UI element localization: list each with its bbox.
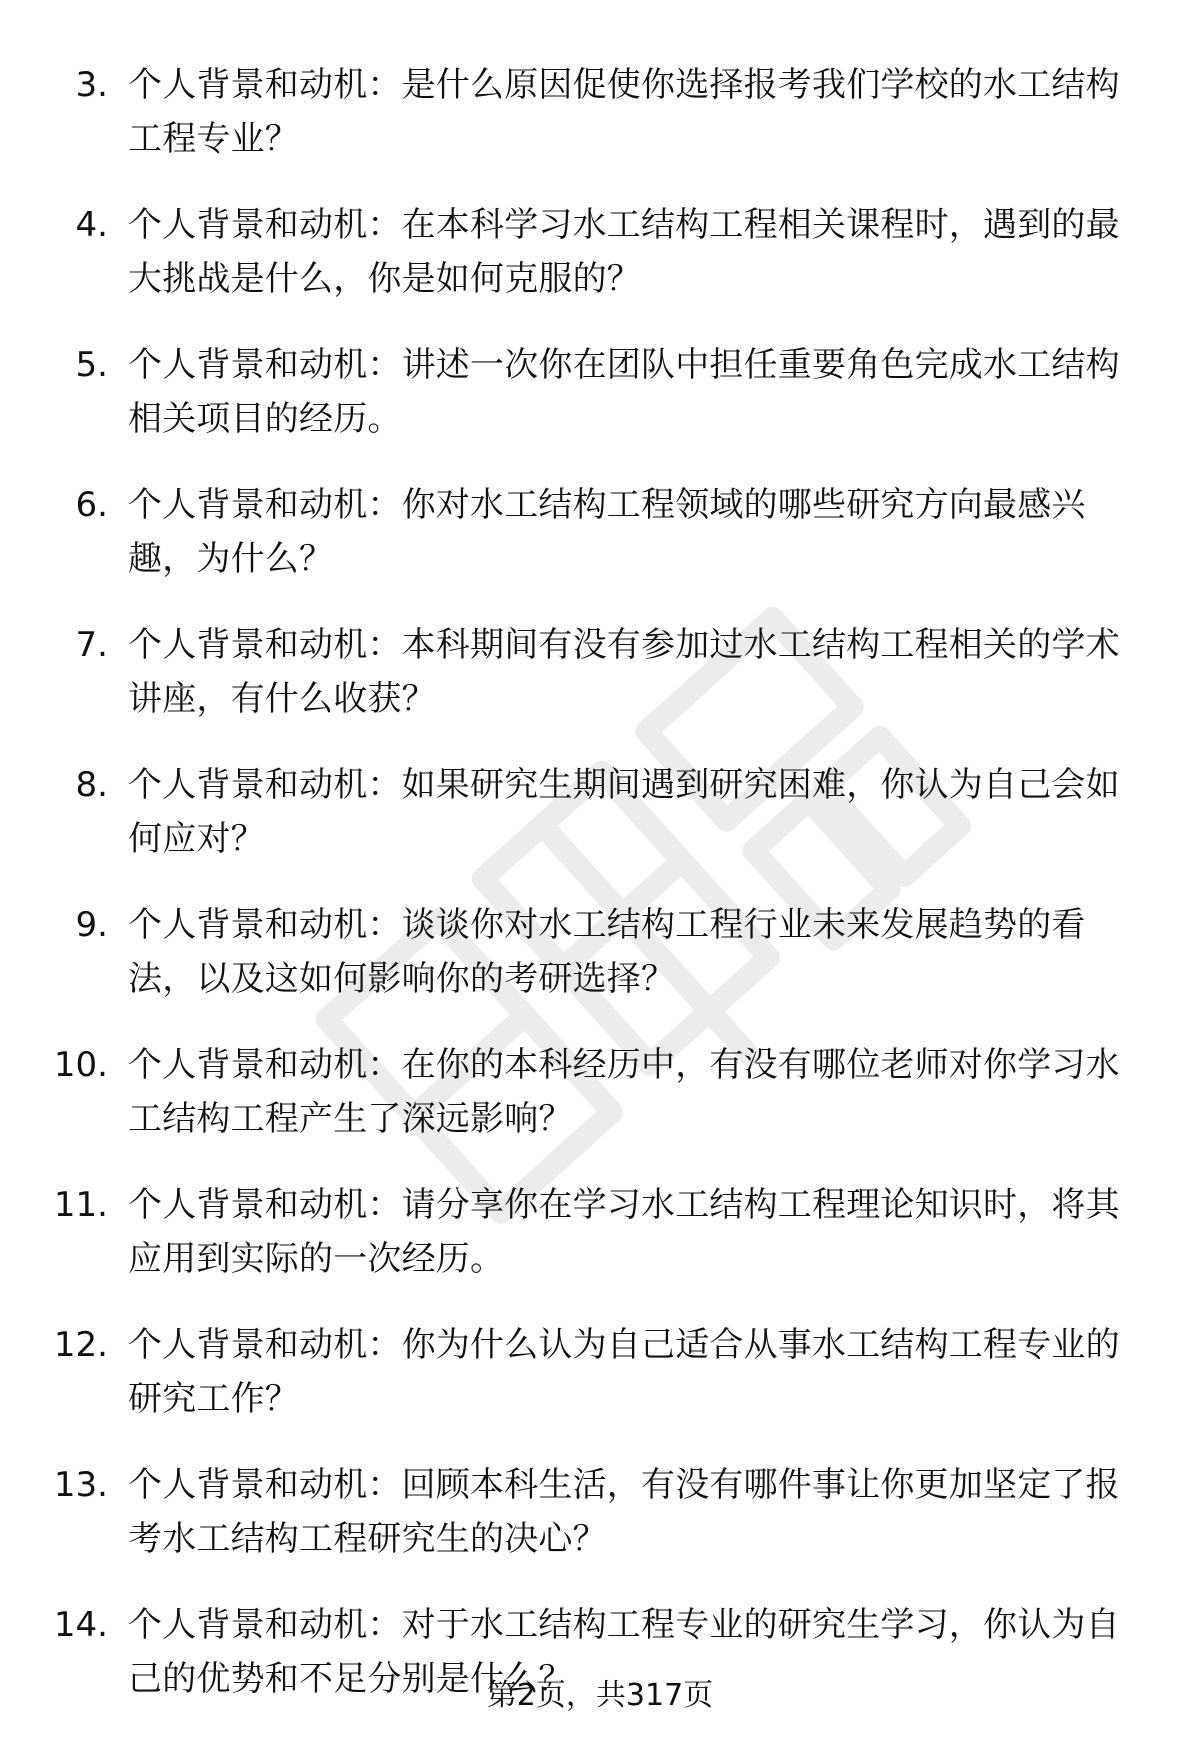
page-number-footer: 第2页，共317页 (486, 1678, 714, 1713)
question-item-10 (0, 1038, 1200, 1178)
question-text: 个人背景和动机：本科期间有没有参加过水工结构工程相关的学术讲座，有什么收获？ (128, 625, 1120, 719)
question-text: 个人背景和动机：请分享你在学习水工结构工程理论知识时，将其应用到实际的一次经历。 (128, 1185, 1120, 1279)
question-number: 9. (75, 905, 108, 945)
question-item-13 (0, 1458, 1200, 1598)
question-number: 11. (53, 1185, 108, 1225)
question-list (0, 58, 1200, 1738)
question-text: 个人背景和动机：对于水工结构工程专业的研究生学习，你认为自己的优势和不足分别是什么？ (128, 1605, 1120, 1699)
question-text: 个人背景和动机：在本科学习水工结构工程相关课程时，遇到的最大挑战是什么，你是如何克服的？ (128, 205, 1120, 299)
question-text: 个人背景和动机：谈谈你对水工结构工程行业未来发展趋势的看法，以及这如何影响你的考研选择？ (128, 905, 1086, 999)
question-number: 6. (75, 485, 108, 525)
question-item-9 (0, 898, 1200, 1038)
question-number: 7. (75, 625, 108, 665)
question-item-8 (0, 758, 1200, 898)
question-text: 个人背景和动机：你为什么认为自己适合从事水工结构工程专业的研究工作？ (128, 1325, 1120, 1419)
question-item-7 (0, 618, 1200, 758)
question-number: 3. (75, 65, 108, 105)
question-number: 13. (53, 1465, 108, 1505)
question-number: 12. (53, 1325, 108, 1365)
question-text: 个人背景和动机：在你的本科经历中，有没有哪位老师对你学习水工结构工程产生了深远影响？ (128, 1045, 1120, 1139)
question-number: 4. (75, 205, 108, 245)
question-text: 个人背景和动机：回顾本科生活，有没有哪件事让你更加坚定了报考水工结构工程研究生的决心？ (128, 1465, 1120, 1559)
question-number: 10. (53, 1045, 108, 1085)
question-number: 14. (53, 1605, 108, 1645)
question-item-11 (0, 1178, 1200, 1318)
question-text: 个人背景和动机：是什么原因促使你选择报考我们学校的水工结构工程专业？ (128, 65, 1120, 159)
question-item-12 (0, 1318, 1200, 1458)
question-item-3 (0, 58, 1200, 198)
question-text: 个人背景和动机：讲述一次你在团队中担任重要角色完成水工结构相关项目的经历。 (128, 345, 1120, 439)
question-number: 5. (75, 345, 108, 385)
question-item-4 (0, 198, 1200, 338)
question-item-6 (0, 478, 1200, 618)
question-text: 个人背景和动机：如果研究生期间遇到研究困难，你认为自己会如何应对？ (128, 765, 1120, 859)
question-text: 个人背景和动机：你对水工结构工程领域的哪些研究方向最感兴趣，为什么？ (128, 485, 1086, 579)
question-item-5 (0, 338, 1200, 478)
question-number: 8. (75, 765, 108, 805)
